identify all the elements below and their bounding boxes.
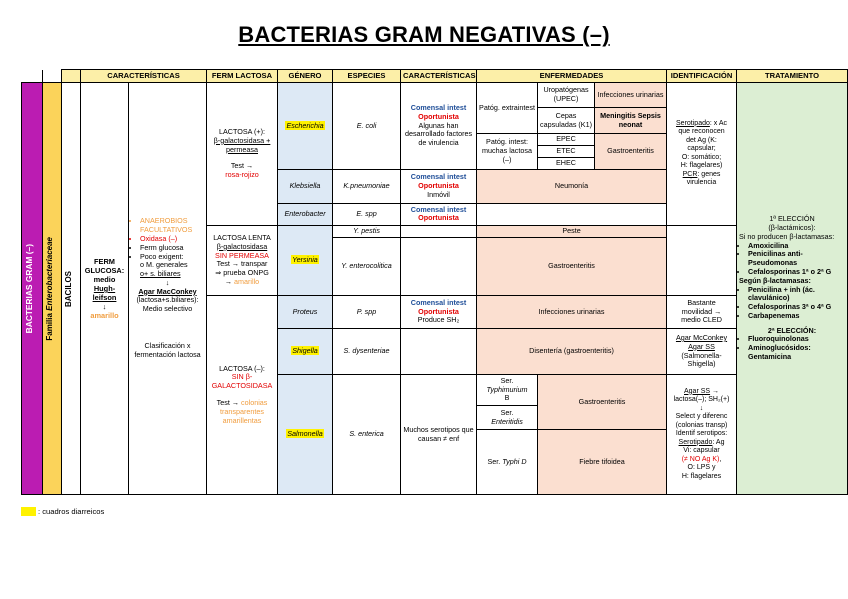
tratamiento-primera: 1ª ELECCIÓN xyxy=(769,214,815,224)
tratamiento-carbapenemas: • Carbapenemas xyxy=(748,312,845,321)
general-item-anaerobios: • ANAEROBIOS FACULTATIVOS xyxy=(140,217,204,235)
family-prefix: Familia xyxy=(45,310,54,341)
neumonia-cell: Neumonía xyxy=(477,169,667,203)
gram-negative-label: BACTERIAS GRAM (–) xyxy=(24,243,34,334)
sal-id-9: : Ag xyxy=(712,438,725,446)
general-characteristics-cell xyxy=(129,83,207,495)
etec-cell: ETEC xyxy=(538,146,595,158)
id-e-5: O: somático; xyxy=(681,153,722,161)
peste-cell: Peste xyxy=(477,225,667,237)
ferm-glucosa-color: amarillo xyxy=(90,311,119,321)
header-caracteristicas-2: CARACTERÍSTICAS xyxy=(401,70,477,83)
id-e-2: que reconocen xyxy=(678,128,725,136)
ser-typhimurium-a: Ser. xyxy=(500,375,514,385)
sal-id-4: ↓ xyxy=(699,404,704,412)
id-e-8: virulencia xyxy=(686,179,717,187)
klebsiella-inmovil: Inmóvil xyxy=(427,189,450,199)
proteus-id-3: medio CLED xyxy=(681,315,722,325)
tratamiento-list-3 xyxy=(739,335,845,361)
ser-typhimurium-b: Typhimurium xyxy=(486,384,528,394)
ferm-glucosa-arrow: ↓ xyxy=(102,302,107,312)
ser-typhi-a: Ser. xyxy=(487,456,503,466)
lactosa-positiva-cell xyxy=(207,83,278,226)
meningitis-cell: Meningitis Sepsis neonat xyxy=(595,108,667,134)
summary-table-wrap xyxy=(21,69,835,495)
proteus-oportunista: Oportunista xyxy=(418,306,459,316)
patog-intest: Patóg. intest: muchas lactosa (–) xyxy=(477,134,538,170)
header-row xyxy=(22,70,848,83)
genus-escherichia-label: Escherichia xyxy=(286,120,324,130)
sal-id-5: Select y diferenc xyxy=(675,413,728,421)
ser-enteritidis-cell xyxy=(477,406,538,430)
proteus-identificacion xyxy=(667,296,737,329)
shigella-characteristics xyxy=(401,329,477,375)
patog-extraintest: Patóg. extraintest xyxy=(477,83,538,134)
table-row xyxy=(22,83,848,108)
proteus-id-1: Bastante xyxy=(687,297,716,307)
lactosa-neg-title: LACTOSA (–): xyxy=(219,363,265,373)
gastroenteritis-ecoli-cell: Gastroenteritis xyxy=(595,134,667,170)
sal-id-11: (≠ NO Ag K) xyxy=(681,455,720,463)
gram-negative-label-cell xyxy=(22,83,43,495)
lactosa-lenta-title: LACTOSA LENTA xyxy=(213,233,271,243)
infecciones-urinarias-cell: Infecciones urinarias xyxy=(595,83,667,108)
proteus-comensal: Comensal intest xyxy=(410,297,467,307)
general-characteristics-list xyxy=(131,217,204,278)
enterobacter-characteristics xyxy=(401,203,477,225)
species-p-spp: P. spp xyxy=(333,296,401,329)
lactosa-pos-color: rosa-rojizo xyxy=(225,170,259,180)
y-enterocolitica-characteristics xyxy=(401,237,477,295)
general-item-oxidasa: • Oxidasa (–) xyxy=(140,235,204,244)
family-label xyxy=(45,237,55,341)
identificacion-escherichia xyxy=(667,83,737,226)
agar-macconkey: Agar MacConkey xyxy=(138,286,197,296)
sal-id-14: H: flagelares xyxy=(681,472,722,480)
escherichia-virulencia: Algunas han desarrollado factores de virulencia xyxy=(404,120,473,148)
id-e-6: H: flagelares) xyxy=(680,162,723,170)
enterobacter-oportunista: Oportunista xyxy=(418,213,459,223)
proteus-id-2: movilidad → xyxy=(681,306,722,316)
family-label-cell xyxy=(43,83,62,495)
sal-id-3: lactosa(–); SH₂(+) xyxy=(673,396,730,404)
tratamiento-list-2 xyxy=(739,286,845,321)
tratamiento-penicilinas-anti: • Penicilinas anti-Pseudomonas xyxy=(748,250,845,268)
general-item-poco-exigent xyxy=(140,253,204,279)
ferm-glucosa-l5: leifson xyxy=(92,293,117,303)
ehec-cell: EHEC xyxy=(538,158,595,170)
upec-cell: Uropatógenas (UPEC) xyxy=(538,83,595,108)
species-s-dysenteriae: S. dysenteriae xyxy=(333,329,401,375)
species-e-coli: E. coli xyxy=(333,83,401,170)
enterobacter-comensal: Comensal intest xyxy=(410,204,467,214)
ser-typhimurium-cell xyxy=(477,375,538,406)
lactosa-pos-test: Test → xyxy=(230,161,254,171)
ferm-glucosa-cell xyxy=(81,83,129,495)
genus-shigella-label: Shigella xyxy=(292,346,318,356)
ser-typhimurium-c: B xyxy=(504,393,510,403)
tratamiento-cefalosporinas-12: • Cefalosporinas 1ª o 2ª G xyxy=(748,268,845,277)
header-blank xyxy=(62,70,81,83)
clasificacion-fermentacion: Clasificación x fermentación lactosa xyxy=(134,341,201,359)
tratamiento-penicilina-inh: • Penicilina + inh (ác. clavulánico) xyxy=(748,286,845,304)
genus-proteus: Proteus xyxy=(278,296,333,329)
family-name: Enterobacteriaceae xyxy=(45,236,54,311)
sal-id-7: Identif serotipos: xyxy=(675,430,728,438)
sal-id-10: Vi: capsular xyxy=(683,447,720,455)
header-ferm-lactosa: FERM LACTOSA xyxy=(207,70,278,83)
header-enfermedades: ENFERMEDADES xyxy=(477,70,667,83)
header-tratamiento: TRATAMIENTO xyxy=(737,70,848,83)
species-k-pneumoniae: K.pneumoniae xyxy=(333,169,401,203)
shigella-id-2: Agar SS xyxy=(688,341,715,351)
genus-shigella xyxy=(278,329,333,375)
tratamiento-no-producen: Si no producen β-lactamasas: xyxy=(739,231,835,241)
disenteria-cell: Disentería (gastroenteritis) xyxy=(477,329,667,375)
klebsiella-characteristics xyxy=(401,169,477,203)
serotipado-label: Serotipado xyxy=(676,119,710,127)
medio-selectivo: Medio selectivo xyxy=(142,304,193,314)
sal-id-13: O: LPS y xyxy=(687,464,716,472)
tratamiento-aminoglucosidos: • Aminoglucósidos: Gentamicina xyxy=(748,344,845,362)
macconkey-detail: (lactosa+s.biliares): xyxy=(136,295,199,305)
ser-enteritidis-b: Enteritidis xyxy=(491,416,523,426)
shigella-id-4: Shigella) xyxy=(687,359,716,369)
medios-generales: o M. generales xyxy=(140,260,188,270)
pcr-label: PCR xyxy=(682,170,698,178)
general-item-ferm-glucosa: • Ferm glucosa xyxy=(140,244,204,253)
lactosa-neg-sin: SIN β- xyxy=(231,372,253,382)
lactosa-lenta-cell xyxy=(207,225,278,295)
lactosa-lenta-arrow: → xyxy=(224,276,235,286)
genus-escherichia xyxy=(278,83,333,170)
tratamiento-cell xyxy=(737,83,848,495)
ferm-glucosa-l2: GLUCOSA: xyxy=(84,265,125,275)
sal-id-12: , xyxy=(719,455,722,463)
genus-klebsiella: Klebsiella xyxy=(278,169,333,203)
salmonella-identificacion xyxy=(667,375,737,495)
shigella-id-3: (Salmonella- xyxy=(681,350,722,360)
ser-typhi-b: Typhi D xyxy=(502,456,527,466)
ferm-glucosa-l3: medio xyxy=(93,274,116,284)
ferm-glucosa-l4: Hugh- xyxy=(93,283,116,293)
ser-enteritidis-a: Ser. xyxy=(500,407,514,417)
sal-id-6: (colonias transp) xyxy=(675,421,728,429)
klebsiella-oportunista: Oportunista xyxy=(418,180,459,190)
enterobacter-enfermedad xyxy=(477,203,667,225)
legend xyxy=(21,507,104,516)
sal-id-2: → xyxy=(710,387,720,395)
sales-biliares: o+ s. biliares xyxy=(140,269,181,279)
epec-cell: EPEC xyxy=(538,134,595,146)
lactosa-lenta-enzyme: β-galactosidasa xyxy=(216,241,268,251)
genus-salmonella-label: Salmonella xyxy=(287,429,323,439)
lactosa-lenta-onpg: ⇒ prueba ONPG xyxy=(215,268,269,278)
id-e-1: : x Ac xyxy=(709,119,727,127)
lactosa-neg-galactosidasa: GALACTOSIDASA xyxy=(211,381,273,391)
lactosa-neg-test: Test → xyxy=(216,398,242,407)
ser-typhi-cell xyxy=(477,430,538,495)
lactosa-lenta-test: Test → transpar xyxy=(216,259,268,269)
id-e-3: det Ag (K: xyxy=(686,136,717,144)
header-especies: ESPECIES xyxy=(333,70,401,83)
gastroenteritis-salmonella-cell: Gastroenteritis xyxy=(538,375,667,430)
sal-id-1: Agar SS xyxy=(684,387,711,395)
escherichia-oportunista: Oportunista xyxy=(418,111,459,121)
y-pestis-characteristics xyxy=(401,225,477,237)
species-s-enterica: S. enterica xyxy=(333,375,401,495)
legend-text: : cuadros diarreicos xyxy=(38,507,105,516)
general-arrow: ↓ xyxy=(165,277,170,287)
salmonella-characteristics: Muchos serotipos que causan ≠ enf xyxy=(401,375,477,495)
tratamiento-segunda: 2ª ELECCIÓN: xyxy=(767,325,817,335)
poco-exigent-label: Poco exigent: xyxy=(140,251,184,261)
species-y-enterocolitica: Y. enterocolitica xyxy=(333,237,401,295)
tratamiento-list-1 xyxy=(739,242,845,277)
proteus-characteristics xyxy=(401,296,477,329)
cepas-capsuladas-cell: Cepas capsuladas (K1) xyxy=(538,108,595,134)
lactosa-pos-title: LACTOSA (+): xyxy=(219,126,266,136)
ferm-glucosa-l1: FERM xyxy=(94,256,115,266)
genus-yersinia xyxy=(278,225,333,295)
genus-yersinia-label: Yersinia xyxy=(292,255,318,264)
lactosa-negativa-cell xyxy=(207,296,278,495)
genus-salmonella xyxy=(278,375,333,495)
bacilos-label-cell xyxy=(62,83,81,495)
lactosa-pos-permease: permeasa xyxy=(226,144,258,154)
sal-id-8: Serotipado xyxy=(678,438,713,446)
tratamiento-fluoroquinolonas: • Fluoroquinolonas xyxy=(748,335,845,344)
genus-enterobacter: Enterobacter xyxy=(278,203,333,225)
lactosa-lenta-sin-permeasa: SIN PERMEASA xyxy=(215,250,269,260)
id-e-7: : genes xyxy=(697,170,721,178)
id-e-4: capsular; xyxy=(687,145,716,153)
legend-swatch xyxy=(21,507,36,516)
lactosa-pos-enzyme: β-galactosidasa + xyxy=(213,135,271,145)
header-identificacion: IDENTIFICACIÓN xyxy=(667,70,737,83)
escherichia-characteristics xyxy=(401,83,477,170)
page-title: BACTERIAS GRAM NEGATIVAS (–) xyxy=(238,22,610,47)
klebsiella-comensal: Comensal intest xyxy=(410,172,467,182)
shigella-identificacion xyxy=(667,329,737,375)
shigella-id-1: Agar McConkey xyxy=(675,332,728,342)
lactosa-neg-color: colonias transparentes amarillentas xyxy=(220,398,268,425)
gastroenteritis-yersinia-cell: Gastroenteritis xyxy=(477,237,667,295)
summary-table xyxy=(21,69,848,495)
species-y-pestis: Y. pestis xyxy=(333,225,401,237)
tratamiento-segun: Según β-lactamasas: xyxy=(739,275,811,285)
tratamiento-betalactamicos: (β-lactámicos): xyxy=(768,223,816,233)
header-caracteristicas: CARACTERÍSTICAS xyxy=(81,70,207,83)
header-genero: GÉNERO xyxy=(278,70,333,83)
yersinia-identificacion xyxy=(667,225,737,295)
tratamiento-amoxicilina: • Amoxicilina xyxy=(748,242,845,251)
fiebre-tifoidea-cell: Fiebre tifoidea xyxy=(538,430,667,495)
proteus-sh2: Produce SH₂ xyxy=(417,315,460,325)
lactosa-lenta-color: amarillo xyxy=(234,276,260,286)
escherichia-comensal: Comensal intest xyxy=(410,102,467,112)
bacilos-label: BACILOS xyxy=(64,270,73,307)
infecciones-urinarias-proteus: Infecciones urinarias xyxy=(477,296,667,329)
tratamiento-cefalosporinas-34: • Cefalosporinas 3ª o 4ª G xyxy=(748,303,845,312)
species-e-spp: E. spp xyxy=(333,203,401,225)
